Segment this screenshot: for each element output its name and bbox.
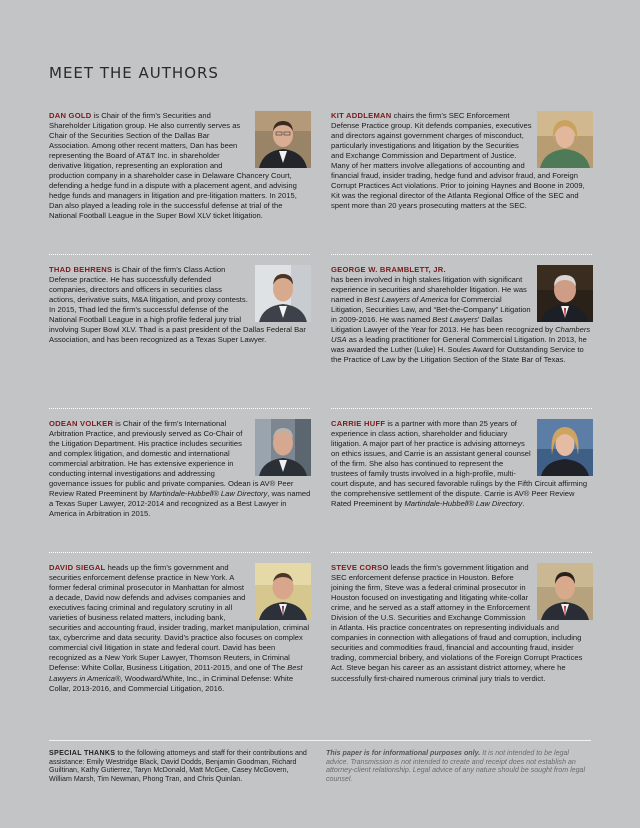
author-text-odean-volker: , was named a Texas Super Lawyer, 2012-2014 and recognized as a Best Lawyer in America in Arbitration in 2015. [49,489,311,519]
author-name-thad-behrens: THAD BEHRENS [49,265,113,274]
author-text-george-bramblett: for Commercial Litigation, Securities Law, and “Bet-the-Company” Litigation in 2009-2016. He was named [331,295,531,325]
author-text-carrie-huff: is a partner with more than 25 years of experience in class action, shareholder and fiduciary litigation. A major part of her practice is advising attorneys on ethics issues, and Carrie is an assistant general counsel of the firm. She also has continued to represent the trustees of family trusts involved in a high-profile, multi-court dispute, and has secured favorable rulings by the Fifth Circuit affirming the comprehensive settlement of the dispute. Carrie is AV® Peer Review Rated Preeminent by [331,419,588,509]
author-text-kit-addleman: chairs the firm’s SEC Enforcement Defense Practice group. Kit defends companies, executives and directors against government charges of misconduct, particularly investigations and litigation by the Securities and Exchange Commission and Department of Justice. Many of her matters involve allegations of accounting and financial fraud, insider trading, hedge fund and advisor fraud, and Foreign Corrupt Practices Act violations. Prior to joining Haynes and Boone in 2009, Kit was the regional director of the Atlanta Regional Office of the SEC and spent more than 20 years prosecuting matters at the SEC. [331,111,585,211]
section-divider [331,408,592,409]
author-photo-kit-addleman [537,111,593,168]
author-text-george-bramblett: has been involved in high stakes litigation with significant experience in securities and shareholder litigation. He was named in [331,275,527,305]
disclaimer-text: It is not intended to be legal advice. Transmission is not intended to create and receipt does not establish an attorney-client relationship. Legal advice of any nature should be sought from legal counsel. [326,749,586,784]
page-title: MEET THE AUTHORS [49,64,219,82]
author-text-george-bramblett: ’ Dallas Litigation Lawyer of the Year for 2013. He has been recognized by [331,315,556,335]
author-name-odean-volker: ODEAN VOLKER [49,419,114,428]
author-name-george-bramblett: GEORGE W. BRAMBLETT, JR. [331,265,446,274]
author-photo-steve-corso [537,563,593,620]
author-text-thad-behrens: is Chair of the firm’s Class Action Defense practice. He has successfully defended companies, directors and officers in securities class actions, derivative suits, M&A litigation, and proxy contests. In 2015, Thad led the firm’s successful defense of the National Football League in a high profile federal jury trial involving Super Bowl XLV. Thad is a past president of the Dallas Federal Bar Association, and has been recognized as a Texas Super Lawyer. [49,265,306,345]
author-photo-dan-gold [255,111,311,168]
author-photo-odean-volker [255,419,311,476]
author-text-carrie-huff-em: Martindale-Hubbell® Law Directory [404,499,523,509]
author-photo-thad-behrens [255,265,311,322]
section-divider [49,552,310,553]
author-bio-dan-gold [49,111,311,222]
author-name-david-siegal: DAVID SIEGAL [49,563,106,572]
author-text-george-bramblett-em: Best Lawyers [432,315,478,325]
author-photo-david-siegal [255,563,311,620]
author-bio-carrie-huff [331,419,593,509]
author-bio-odean-volker [49,419,311,519]
author-text-carrie-huff: . [522,499,525,509]
author-text-steve-corso: leads the firm’s government litigation and SEC enforcement defense practice in Houston. Before joining the firm, Steve was a federal criminal prosecutor in Houston focused on investigating and litigating white-collar crime, and he served as a staff attorney in the Enforcement Division of the U.S. Securities and Exchange Commission in Atlanta. His practice concentrates on representing individuals and companies in connection with allegations of fraud and corruption, including securities and commodities fraud, financial and accounting fraud, insider trading, commercial bribery, and violations of the Foreign Corrupt Practices Act. Steve began his career as an assistant district attorney, where he successfully first-chaired numerous criminal jury trials to verdict. [331,563,583,683]
author-text-odean-volker-em: Martindale-Hubbell® Law Directory [149,489,268,499]
author-text-david-siegal-em: Best Lawyers in America® [49,663,303,683]
author-text-david-siegal: heads up the firm’s government and securities enforcement defense practice in New York. A former federal criminal prosecutor in Manhattan for almost a decade, David now defends and advises companies and executives facing criminal and regulatory scrutiny in all varieties of business related matters, including bank, securities and accounting fraud, insider trading, market manipulation, criminal tax, cybercrime and data security. David’s practice also focuses on complex commercial civil litigation in state and federal court. David has been recognized as a New York Super Lawyer, Thomson Reuters, in Criminal Defense: White Collar, Business Litigation, 2011-2015, and one of The [49,563,310,673]
special-thanks [49,749,307,784]
author-name-dan-gold: DAN GOLD [49,111,92,120]
author-bio-george-bramblett [331,265,593,365]
disclaimer [326,749,592,784]
author-name-carrie-huff: CARRIE HUFF [331,419,386,428]
author-text-david-siegal: , Woodward/White, Inc., in Criminal Defense: White Collar, 2013-2016, and Commercial Litigation, 2016. [49,673,294,693]
section-divider [49,408,310,409]
author-name-steve-corso: STEVE CORSO [331,563,389,572]
author-bio-steve-corso [331,563,593,684]
author-photo-carrie-huff [537,419,593,476]
author-bio-thad-behrens [49,265,311,345]
section-divider [331,552,592,553]
author-name-kit-addleman: KIT ADDLEMAN [331,111,392,120]
author-bio-david-siegal [49,563,311,694]
author-text-odean-volker: is Chair of the firm’s International Arbitration Practice, and previously served as Co-Chair of the Litigation Department. His practice includes securities and complex litigation, and domestic and international commercial arbitration. He has extensive experience in conducting internal investigations and addressing governance issues for public and private companies. Odean is AV® Peer Review Rated Preeminent by [49,419,294,499]
section-divider [49,254,310,255]
special-thanks-label: SPECIAL THANKS [49,749,116,757]
author-text-dan-gold: is Chair of the firm’s Securities and Shareholder Litigation group. He also currently serves as Chair of the Securities Section of the Dallas Bar Association. Among other recent matters, Dan has been representing the Board of AT&T Inc. in shareholder derivative litigation, representing an exploration and production company in a shareholder case in Delaware Chancery Court, defending a hedge fund in a dispute with a placement agent, and advising hedge funds and managers in litigation and pre-litigation matters. In 2015, Dan also played a leading role in the successful defense at trial of the National Football League in the Super Bowl XLV ticket litigation. [49,111,297,221]
special-thanks-text: to the following attorneys and staff for their contributions and assistance: Emily Westridge Black, David Dodds, Benjamin Goodman, Richard Guiltinan, Kathy Gutierrez, Taryn McDonald, Matt McGee, Casey McGovern, William Marsh, Tim Newman, Phong Tran, and Chris Quinlan. [49,749,307,784]
author-text-george-bramblett: as a leading practitioner for General Commercial Litigation. In 2013, he was awarded the Luther (Luke) H. Soules Award for Outstanding Service to the Practice of Law by the Litigation Section of the State Bar of Texas. [331,335,587,365]
author-text-george-bramblett-em: Best Lawyers of America [364,295,449,305]
author-bio-kit-addleman [331,111,593,211]
author-photo-george-bramblett [537,265,593,322]
author-text-george-bramblett-em: Chambers USA [331,325,591,345]
footer-divider [49,740,591,741]
section-divider [331,254,592,255]
disclaimer-lead: This paper is for informational purposes only. [326,749,481,757]
